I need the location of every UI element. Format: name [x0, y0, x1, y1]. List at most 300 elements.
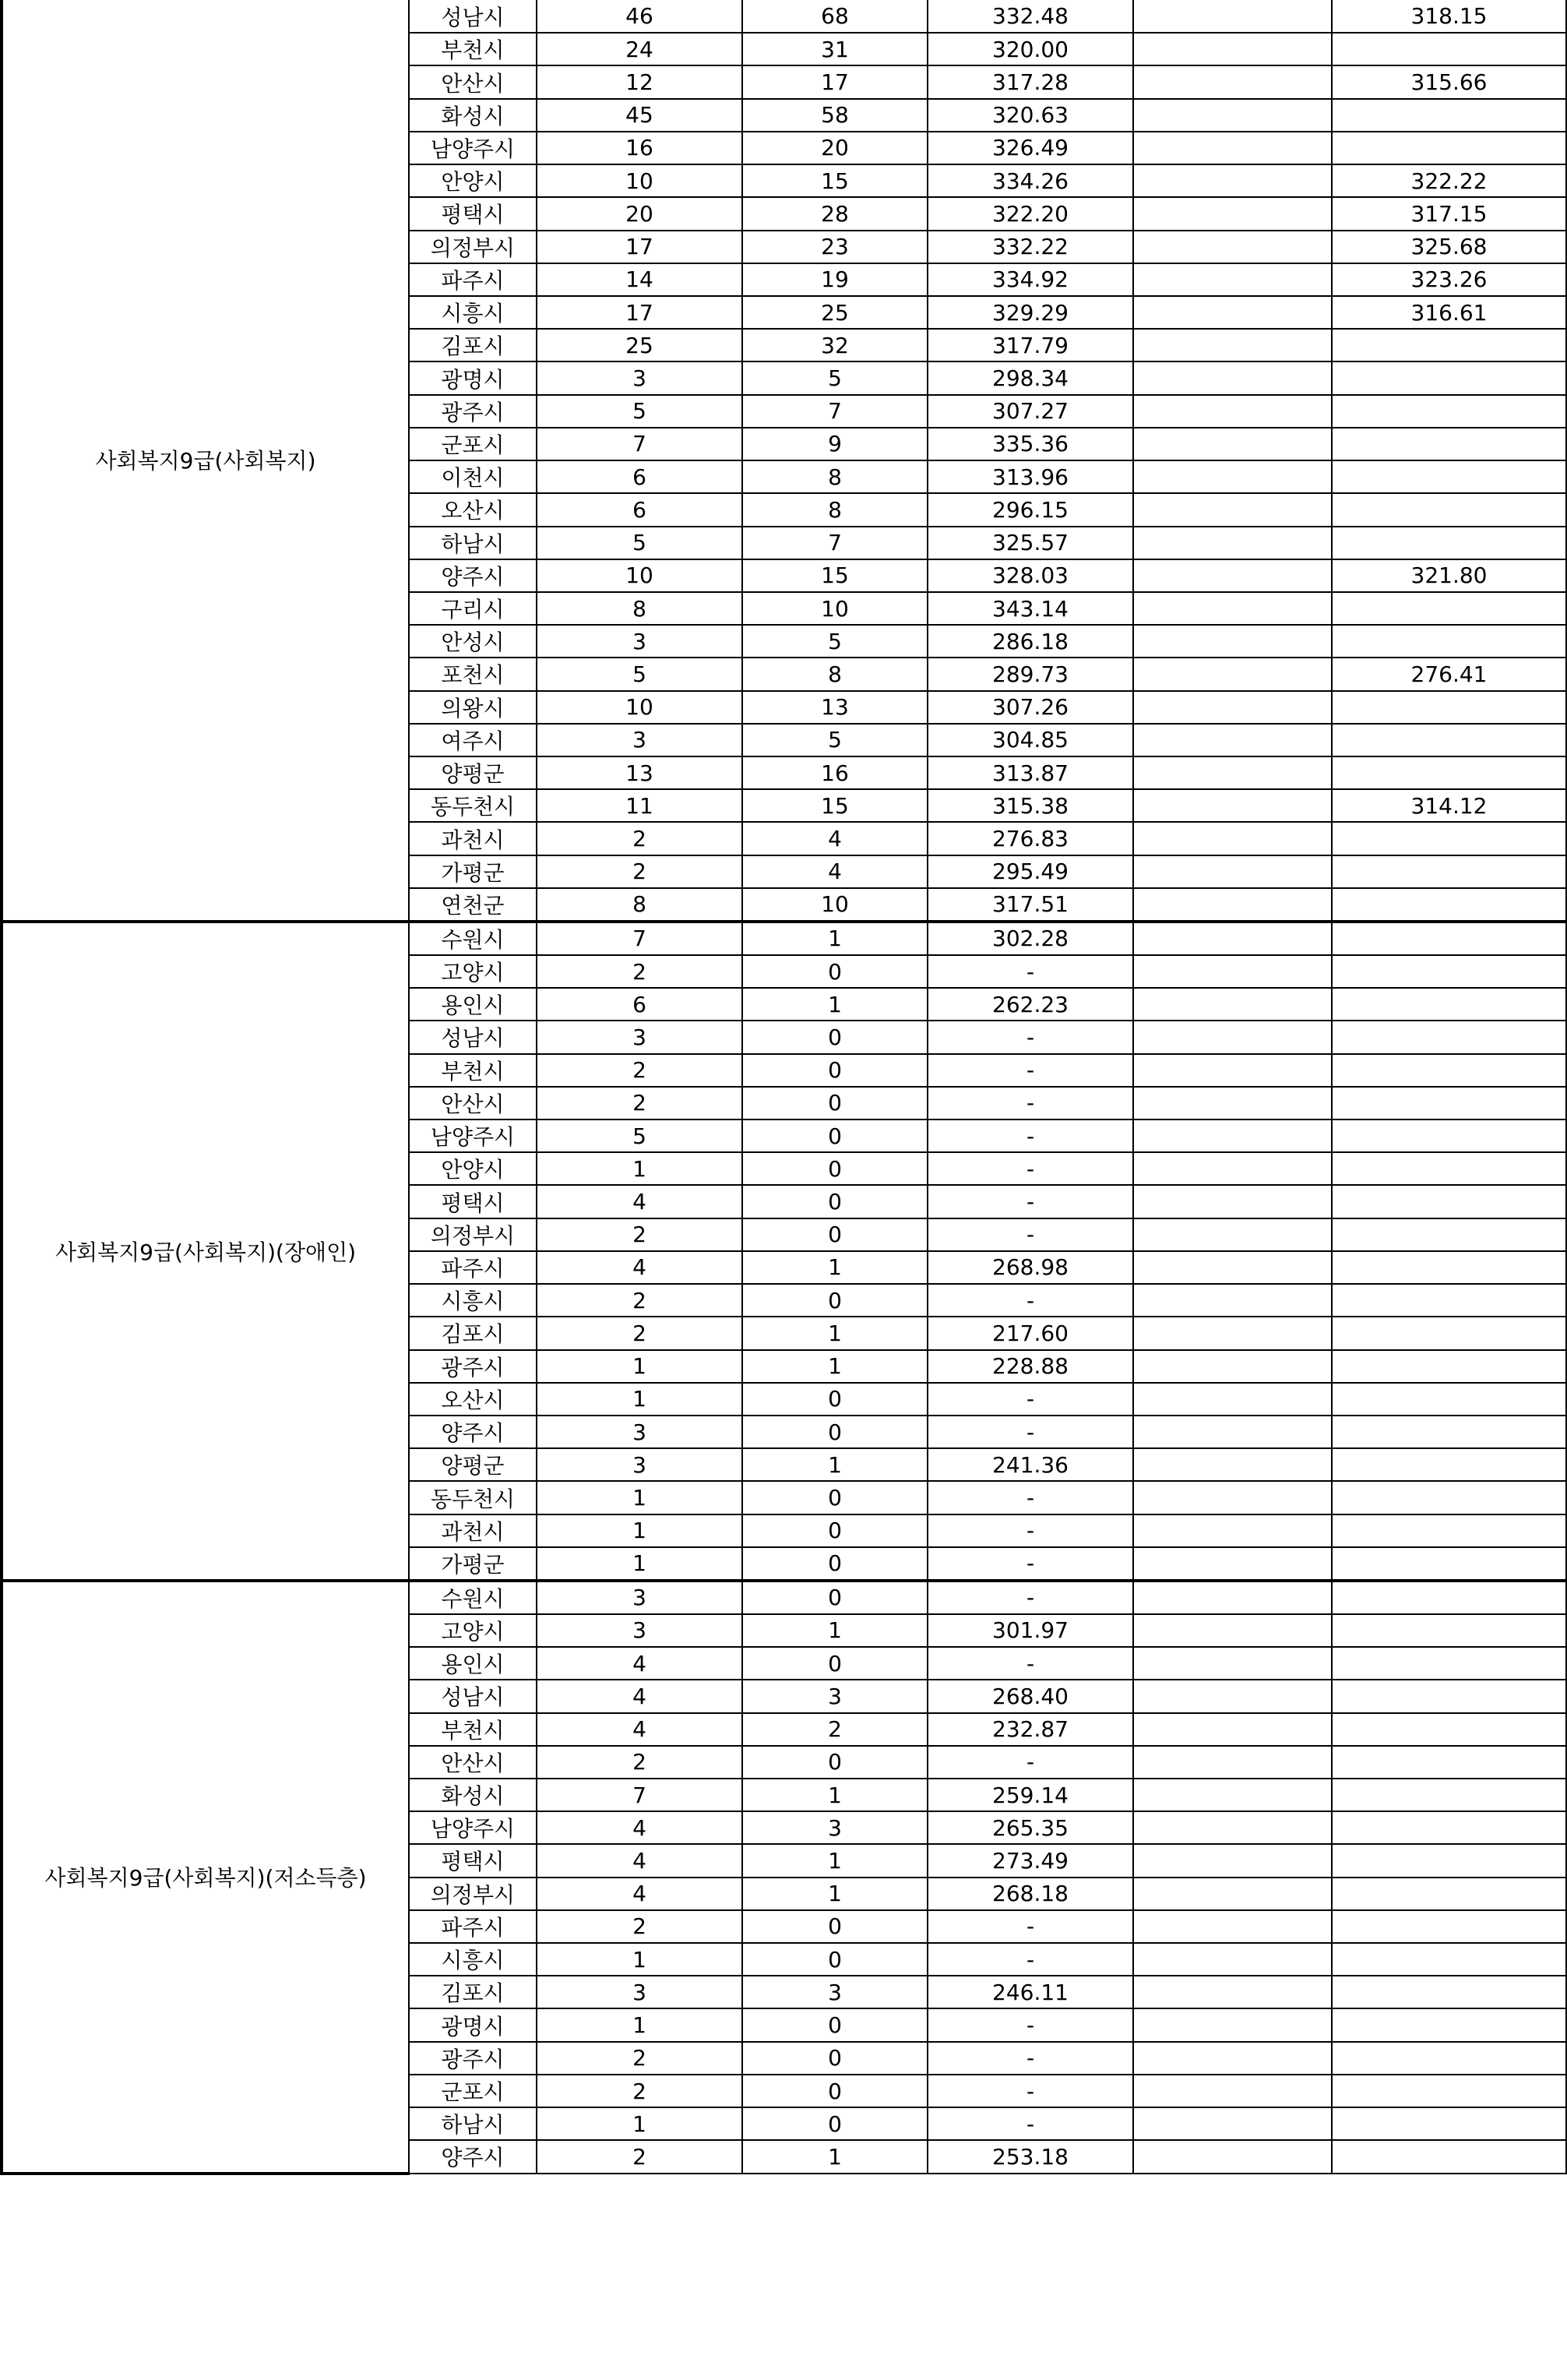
- cutoff-score-cell: -: [928, 2042, 1133, 2075]
- cutoff-score-cell: 304.85: [928, 724, 1133, 756]
- region-cell: 용인시: [409, 1647, 537, 1680]
- extra-score-cell: [1332, 1647, 1567, 1680]
- cutoff-score-cell: 301.97: [928, 1614, 1133, 1647]
- quota-cell: 2: [537, 1746, 742, 1779]
- extra-score-cell: [1332, 1811, 1567, 1844]
- quota-cell: 4: [537, 1647, 742, 1680]
- cutoff-score-cell: -: [928, 1087, 1133, 1119]
- blank-cell: [1133, 460, 1332, 493]
- passers-cell: 7: [742, 527, 928, 559]
- cutoff-score-cell: 307.27: [928, 395, 1133, 428]
- blank-cell: [1133, 1779, 1332, 1811]
- extra-score-cell: 314.12: [1332, 789, 1567, 822]
- region-cell: 남양주시: [409, 1811, 537, 1844]
- region-cell: 파주시: [409, 1251, 537, 1284]
- blank-cell: [1133, 132, 1332, 164]
- cutoff-score-cell: 268.18: [928, 1878, 1133, 1910]
- extra-score-cell: [1332, 1185, 1567, 1218]
- quota-cell: 2: [537, 855, 742, 888]
- cutoff-score-cell: 232.87: [928, 1713, 1133, 1746]
- region-cell: 고양시: [409, 955, 537, 988]
- region-cell: 의왕시: [409, 691, 537, 724]
- cutoff-score-cell: -: [928, 1547, 1133, 1581]
- passers-cell: 0: [742, 1416, 928, 1448]
- region-cell: 포천시: [409, 658, 537, 690]
- passers-cell: 1: [742, 988, 928, 1021]
- quota-cell: 4: [537, 1811, 742, 1844]
- quota-cell: 2: [537, 1218, 742, 1251]
- region-cell: 수원시: [409, 1581, 537, 1614]
- passers-cell: 0: [742, 1152, 928, 1185]
- quota-cell: 8: [537, 592, 742, 625]
- quota-cell: 10: [537, 164, 742, 197]
- region-cell: 안성시: [409, 625, 537, 658]
- extra-score-cell: [1332, 1581, 1567, 1614]
- extra-score-cell: [1332, 1416, 1567, 1448]
- cutoff-score-cell: 343.14: [928, 592, 1133, 625]
- passers-cell: 16: [742, 756, 928, 789]
- region-cell: 광주시: [409, 395, 537, 428]
- blank-cell: [1133, 1614, 1332, 1647]
- extra-score-cell: [1332, 756, 1567, 789]
- cutoff-score-cell: 335.36: [928, 428, 1133, 460]
- extra-score-cell: [1332, 1350, 1567, 1383]
- blank-cell: [1133, 164, 1332, 197]
- extra-score-cell: 321.80: [1332, 559, 1567, 592]
- cutoff-score-cell: -: [928, 2008, 1133, 2041]
- quota-cell: 5: [537, 395, 742, 428]
- quota-cell: 5: [537, 527, 742, 559]
- quota-cell: 2: [537, 2042, 742, 2075]
- quota-cell: 4: [537, 1844, 742, 1877]
- blank-cell: [1133, 691, 1332, 724]
- table-row: [2, 1581, 1567, 1614]
- quota-cell: 7: [537, 922, 742, 955]
- quota-cell: 1: [537, 1350, 742, 1383]
- cutoff-score-cell: 295.49: [928, 855, 1133, 888]
- region-cell: 부천시: [409, 1713, 537, 1746]
- extra-score-cell: [1332, 1514, 1567, 1547]
- extra-score-cell: [1332, 2075, 1567, 2107]
- quota-cell: 10: [537, 559, 742, 592]
- passers-cell: 31: [742, 33, 928, 65]
- region-cell: 화성시: [409, 99, 537, 132]
- blank-cell: [1133, 1581, 1332, 1614]
- region-cell: 화성시: [409, 1779, 537, 1811]
- blank-cell: [1133, 1054, 1332, 1087]
- extra-score-cell: 322.22: [1332, 164, 1567, 197]
- quota-cell: 1: [537, 1481, 742, 1514]
- region-cell: 파주시: [409, 263, 537, 296]
- blank-cell: [1133, 1680, 1332, 1712]
- passers-cell: 17: [742, 65, 928, 98]
- region-cell: 군포시: [409, 2075, 537, 2107]
- extra-score-cell: [1332, 988, 1567, 1021]
- cutoff-score-cell: -: [928, 1218, 1133, 1251]
- cutoff-score-cell: 273.49: [928, 1844, 1133, 1877]
- quota-cell: 17: [537, 231, 742, 263]
- blank-cell: [1133, 1317, 1332, 1349]
- category-cell: 사회복지9급(사회복지)(저소득층): [2, 1581, 409, 2174]
- cutoff-score-cell: 298.34: [928, 361, 1133, 394]
- region-cell: 하남시: [409, 527, 537, 559]
- extra-score-cell: [1332, 1284, 1567, 1317]
- passers-cell: 3: [742, 1811, 928, 1844]
- quota-cell: 7: [537, 428, 742, 460]
- cutoff-score-cell: -: [928, 1746, 1133, 1779]
- blank-cell: [1133, 592, 1332, 625]
- quota-cell: 46: [537, 0, 742, 33]
- blank-cell: [1133, 1119, 1332, 1152]
- category-cell: 사회복지9급(사회복지): [2, 0, 409, 922]
- extra-score-cell: 323.26: [1332, 263, 1567, 296]
- quota-cell: 1: [537, 2107, 742, 2140]
- passers-cell: 23: [742, 231, 928, 263]
- cutoff-score-cell: -: [928, 955, 1133, 988]
- region-cell: 양평군: [409, 756, 537, 789]
- extra-score-cell: [1332, 527, 1567, 559]
- cutoff-score-cell: 228.88: [928, 1350, 1133, 1383]
- quota-cell: 1: [537, 1514, 742, 1547]
- blank-cell: [1133, 2008, 1332, 2041]
- cutoff-score-cell: 286.18: [928, 625, 1133, 658]
- extra-score-cell: [1332, 33, 1567, 65]
- quota-cell: 6: [537, 460, 742, 493]
- passers-cell: 0: [742, 1910, 928, 1943]
- region-cell: 시흥시: [409, 296, 537, 329]
- passers-cell: 0: [742, 2107, 928, 2140]
- extra-score-cell: [1332, 922, 1567, 955]
- extra-score-cell: 276.41: [1332, 658, 1567, 690]
- quota-cell: 2: [537, 2140, 742, 2173]
- quota-cell: 2: [537, 1317, 742, 1349]
- region-cell: 안양시: [409, 164, 537, 197]
- region-cell: 양주시: [409, 559, 537, 592]
- passers-cell: 8: [742, 460, 928, 493]
- table-row: [2, 0, 1567, 33]
- blank-cell: [1133, 99, 1332, 132]
- cutoff-score-cell: 217.60: [928, 1317, 1133, 1349]
- blank-cell: [1133, 1976, 1332, 2008]
- region-cell: 평택시: [409, 1185, 537, 1218]
- passers-cell: 0: [742, 1218, 928, 1251]
- extra-score-cell: [1332, 1713, 1567, 1746]
- quota-cell: 17: [537, 296, 742, 329]
- blank-cell: [1133, 855, 1332, 888]
- extra-score-cell: [1332, 1087, 1567, 1119]
- quota-cell: 1: [537, 1547, 742, 1581]
- blank-cell: [1133, 1383, 1332, 1416]
- extra-score-cell: [1332, 724, 1567, 756]
- passers-cell: 3: [742, 1976, 928, 2008]
- extra-score-cell: [1332, 132, 1567, 164]
- passers-cell: 15: [742, 789, 928, 822]
- passers-cell: 10: [742, 888, 928, 922]
- region-cell: 가평군: [409, 1547, 537, 1581]
- extra-score-cell: [1332, 329, 1567, 361]
- blank-cell: [1133, 1844, 1332, 1877]
- blank-cell: [1133, 988, 1332, 1021]
- blank-cell: [1133, 1514, 1332, 1547]
- blank-cell: [1133, 888, 1332, 922]
- region-cell: 광명시: [409, 361, 537, 394]
- passers-cell: 15: [742, 559, 928, 592]
- blank-cell: [1133, 559, 1332, 592]
- quota-cell: 3: [537, 1448, 742, 1481]
- cutoff-score-cell: -: [928, 1021, 1133, 1053]
- passers-cell: 8: [742, 658, 928, 690]
- cutoff-score-cell: 289.73: [928, 658, 1133, 690]
- quota-cell: 3: [537, 361, 742, 394]
- region-cell: 여주시: [409, 724, 537, 756]
- region-cell: 부천시: [409, 33, 537, 65]
- extra-score-cell: [1332, 2107, 1567, 2140]
- passers-cell: 0: [742, 1647, 928, 1680]
- quota-cell: 5: [537, 658, 742, 690]
- passers-cell: 1: [742, 1448, 928, 1481]
- region-cell: 용인시: [409, 988, 537, 1021]
- cutoff-score-cell: 276.83: [928, 822, 1133, 855]
- quota-cell: 1: [537, 2008, 742, 2041]
- quota-cell: 3: [537, 1614, 742, 1647]
- blank-cell: [1133, 231, 1332, 263]
- passers-cell: 3: [742, 1680, 928, 1712]
- passers-cell: 0: [742, 1943, 928, 1976]
- extra-score-cell: [1332, 428, 1567, 460]
- cutoff-score-cell: 262.23: [928, 988, 1133, 1021]
- cutoff-score-cell: -: [928, 1284, 1133, 1317]
- blank-cell: [1133, 0, 1332, 33]
- quota-cell: 3: [537, 724, 742, 756]
- cutoff-score-cell: 246.11: [928, 1976, 1133, 2008]
- passers-cell: 0: [742, 1383, 928, 1416]
- region-cell: 양평군: [409, 1448, 537, 1481]
- quota-cell: 6: [537, 988, 742, 1021]
- extra-score-cell: [1332, 955, 1567, 988]
- cutoff-score-cell: -: [928, 1581, 1133, 1614]
- region-cell: 광주시: [409, 1350, 537, 1383]
- region-cell: 오산시: [409, 493, 537, 526]
- region-cell: 의정부시: [409, 231, 537, 263]
- extra-score-cell: [1332, 592, 1567, 625]
- blank-cell: [1133, 955, 1332, 988]
- extra-score-cell: [1332, 1844, 1567, 1877]
- cutoff-score-cell: 268.40: [928, 1680, 1133, 1712]
- passers-cell: 15: [742, 164, 928, 197]
- region-cell: 가평군: [409, 855, 537, 888]
- region-cell: 파주시: [409, 1910, 537, 1943]
- passers-cell: 0: [742, 2008, 928, 2041]
- region-cell: 광명시: [409, 2008, 537, 2041]
- quota-cell: 12: [537, 65, 742, 98]
- extra-score-cell: [1332, 1021, 1567, 1053]
- blank-cell: [1133, 1251, 1332, 1284]
- blank-cell: [1133, 65, 1332, 98]
- passers-cell: 58: [742, 99, 928, 132]
- extra-score-cell: [1332, 1448, 1567, 1481]
- region-cell: 평택시: [409, 1844, 537, 1877]
- cutoff-score-cell: 268.98: [928, 1251, 1133, 1284]
- passers-cell: 1: [742, 1779, 928, 1811]
- extra-score-cell: [1332, 1547, 1567, 1581]
- cutoff-score-cell: 317.28: [928, 65, 1133, 98]
- blank-cell: [1133, 2107, 1332, 2140]
- quota-cell: 45: [537, 99, 742, 132]
- region-cell: 남양주시: [409, 132, 537, 164]
- extra-score-cell: [1332, 2042, 1567, 2075]
- blank-cell: [1133, 2140, 1332, 2173]
- cutoff-score-cell: 320.00: [928, 33, 1133, 65]
- table-row: [2, 922, 1567, 955]
- cutoff-score-cell: 302.28: [928, 922, 1133, 955]
- cutoff-score-cell: 322.20: [928, 197, 1133, 230]
- cutoff-score-cell: 334.26: [928, 164, 1133, 197]
- cutoff-score-cell: -: [928, 1152, 1133, 1185]
- quota-cell: 2: [537, 1284, 742, 1317]
- quota-cell: 16: [537, 132, 742, 164]
- extra-score-cell: 315.66: [1332, 65, 1567, 98]
- cutoff-score-cell: -: [928, 1416, 1133, 1448]
- extra-score-cell: [1332, 1054, 1567, 1087]
- region-cell: 성남시: [409, 1021, 537, 1053]
- region-cell: 동두천시: [409, 1481, 537, 1514]
- region-cell: 시흥시: [409, 1284, 537, 1317]
- blank-cell: [1133, 263, 1332, 296]
- passers-cell: 4: [742, 855, 928, 888]
- cutoff-score-cell: 253.18: [928, 2140, 1133, 2173]
- extra-score-cell: [1332, 2140, 1567, 2173]
- passers-cell: 68: [742, 0, 928, 33]
- extra-score-cell: [1332, 691, 1567, 724]
- region-cell: 광주시: [409, 2042, 537, 2075]
- quota-cell: 5: [537, 1119, 742, 1152]
- quota-cell: 4: [537, 1185, 742, 1218]
- quota-cell: 2: [537, 2075, 742, 2107]
- quota-cell: 20: [537, 197, 742, 230]
- extra-score-cell: 317.15: [1332, 197, 1567, 230]
- blank-cell: [1133, 361, 1332, 394]
- cutoff-score-cell: 307.26: [928, 691, 1133, 724]
- cutoff-score-cell: -: [928, 1647, 1133, 1680]
- extra-score-cell: [1332, 888, 1567, 922]
- region-cell: 김포시: [409, 1976, 537, 2008]
- extra-score-cell: [1332, 395, 1567, 428]
- quota-cell: 11: [537, 789, 742, 822]
- cutoff-score-cell: 315.38: [928, 789, 1133, 822]
- passers-cell: 1: [742, 1317, 928, 1349]
- region-cell: 성남시: [409, 0, 537, 33]
- blank-cell: [1133, 493, 1332, 526]
- passers-cell: 0: [742, 1087, 928, 1119]
- extra-score-cell: [1332, 1251, 1567, 1284]
- blank-cell: [1133, 1087, 1332, 1119]
- blank-cell: [1133, 1350, 1332, 1383]
- quota-cell: 2: [537, 1054, 742, 1087]
- region-cell: 안산시: [409, 65, 537, 98]
- region-cell: 성남시: [409, 1680, 537, 1712]
- cutoff-score-cell: 325.57: [928, 527, 1133, 559]
- passers-cell: 0: [742, 1284, 928, 1317]
- region-cell: 연천군: [409, 888, 537, 922]
- quota-cell: 7: [537, 1779, 742, 1811]
- passers-cell: 20: [742, 132, 928, 164]
- blank-cell: [1133, 625, 1332, 658]
- blank-cell: [1133, 1218, 1332, 1251]
- passers-cell: 25: [742, 296, 928, 329]
- cutoff-score-cell: 313.96: [928, 460, 1133, 493]
- extra-score-cell: 316.61: [1332, 296, 1567, 329]
- blank-cell: [1133, 756, 1332, 789]
- extra-score-cell: [1332, 493, 1567, 526]
- quota-cell: 4: [537, 1251, 742, 1284]
- extra-score-cell: 325.68: [1332, 231, 1567, 263]
- extra-score-cell: [1332, 1383, 1567, 1416]
- passers-cell: 0: [742, 1746, 928, 1779]
- passers-cell: 0: [742, 1581, 928, 1614]
- quota-cell: 3: [537, 1976, 742, 2008]
- region-cell: 하남시: [409, 2107, 537, 2140]
- quota-cell: 10: [537, 691, 742, 724]
- extra-score-cell: [1332, 855, 1567, 888]
- passers-cell: 32: [742, 329, 928, 361]
- extra-score-cell: [1332, 1614, 1567, 1647]
- quota-cell: 1: [537, 1383, 742, 1416]
- extra-score-cell: 318.15: [1332, 0, 1567, 33]
- region-cell: 의정부시: [409, 1878, 537, 1910]
- region-cell: 부천시: [409, 1054, 537, 1087]
- blank-cell: [1133, 1284, 1332, 1317]
- cutoff-score-cell: 259.14: [928, 1779, 1133, 1811]
- cutoff-score-cell: 320.63: [928, 99, 1133, 132]
- quota-cell: 6: [537, 493, 742, 526]
- cutoff-score-cell: 317.51: [928, 888, 1133, 922]
- passers-cell: 9: [742, 428, 928, 460]
- quota-cell: 2: [537, 822, 742, 855]
- region-cell: 안양시: [409, 1152, 537, 1185]
- blank-cell: [1133, 922, 1332, 955]
- extra-score-cell: [1332, 1943, 1567, 1976]
- region-cell: 김포시: [409, 1317, 537, 1349]
- extra-score-cell: [1332, 1218, 1567, 1251]
- region-cell: 동두천시: [409, 789, 537, 822]
- quota-cell: 25: [537, 329, 742, 361]
- blank-cell: [1133, 527, 1332, 559]
- cutoff-score-cell: 334.92: [928, 263, 1133, 296]
- cutoff-score-cell: 317.79: [928, 329, 1133, 361]
- passers-cell: 1: [742, 1614, 928, 1647]
- extra-score-cell: [1332, 625, 1567, 658]
- cutoff-score-cell: 241.36: [928, 1448, 1133, 1481]
- region-cell: 과천시: [409, 1514, 537, 1547]
- passers-cell: 0: [742, 2042, 928, 2075]
- quota-cell: 4: [537, 1713, 742, 1746]
- blank-cell: [1133, 1910, 1332, 1943]
- region-cell: 과천시: [409, 822, 537, 855]
- blank-cell: [1133, 197, 1332, 230]
- passers-cell: 0: [742, 955, 928, 988]
- cutoff-score-cell: -: [928, 1119, 1133, 1152]
- passers-cell: 8: [742, 493, 928, 526]
- region-cell: 의정부시: [409, 1218, 537, 1251]
- quota-cell: 14: [537, 263, 742, 296]
- quota-cell: 3: [537, 1021, 742, 1053]
- passers-cell: 0: [742, 1547, 928, 1581]
- cutoff-score-cell: 332.22: [928, 231, 1133, 263]
- region-cell: 평택시: [409, 197, 537, 230]
- blank-cell: [1133, 1185, 1332, 1218]
- extra-score-cell: [1332, 1680, 1567, 1712]
- extra-score-cell: [1332, 1910, 1567, 1943]
